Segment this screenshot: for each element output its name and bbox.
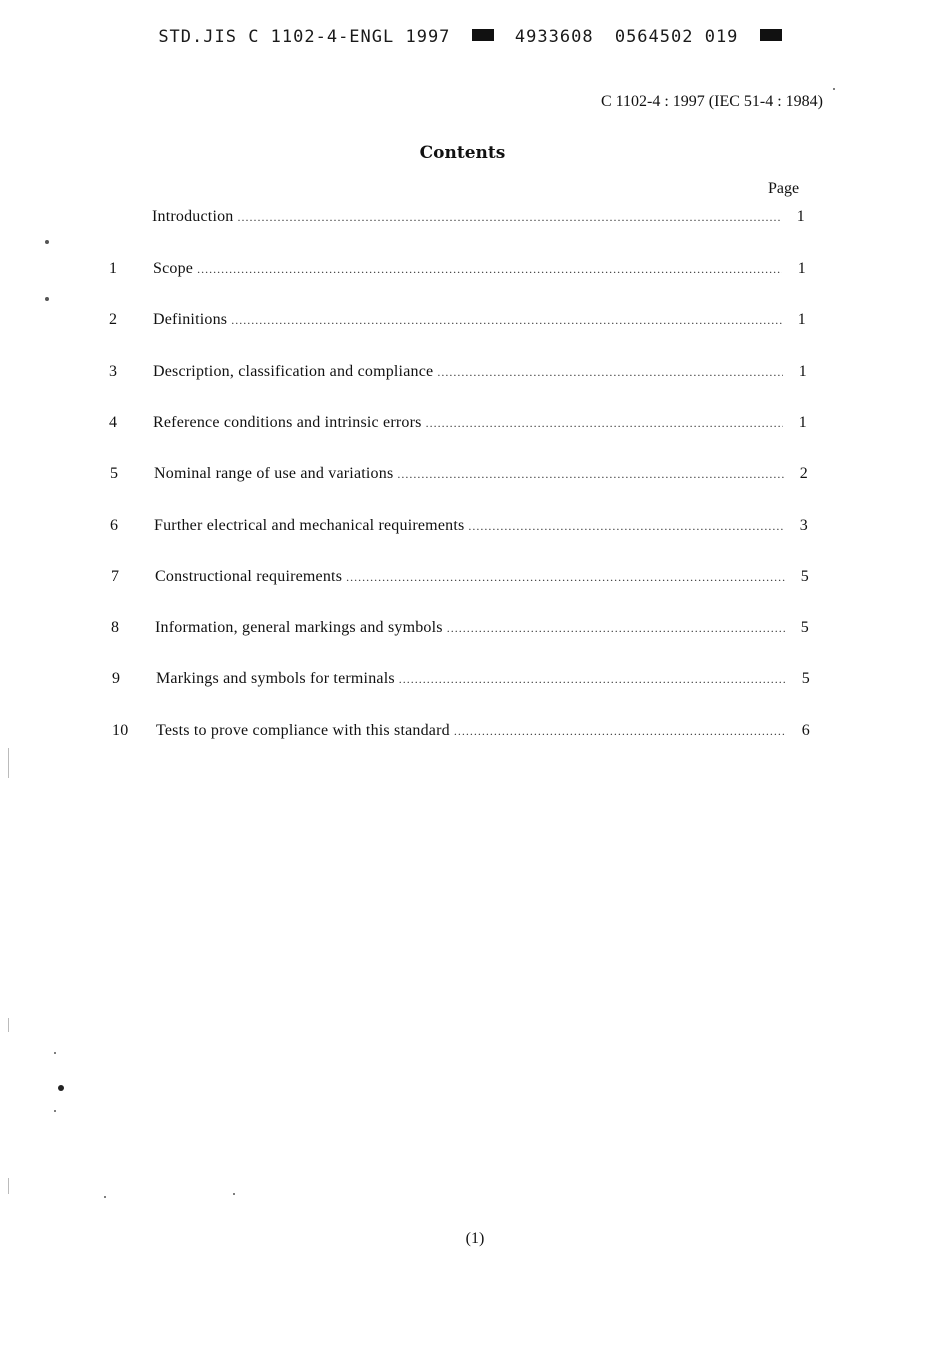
toc-entry (109, 414, 807, 436)
toc-entry-title: Further electrical and mechanical requirements (154, 517, 465, 534)
toc-leader-dots (238, 210, 782, 225)
toc-leader-dots (231, 313, 782, 328)
contents-title: Contents (419, 143, 506, 163)
toc-entry-title: Markings and symbols for terminals (156, 670, 395, 687)
toc-entry-number: 4 (109, 414, 118, 431)
toc-entry-page: 3 (799, 517, 808, 534)
toc-leader-dots (454, 724, 786, 739)
toc-entry-title: Introduction (152, 208, 234, 225)
toc-leader-dots (346, 570, 785, 585)
toc-entry-number: 3 (109, 363, 118, 380)
scan-speck (233, 1193, 235, 1195)
document-identifier: C 1102-4 : 1997 (IEC 51-4 : 1984) (600, 93, 823, 110)
toc-entry-page: 5 (800, 568, 809, 585)
scan-edge-line (8, 1178, 9, 1194)
toc-entry-page: 1 (798, 414, 807, 431)
toc-leader-dots (197, 262, 782, 277)
toc-entry-number: 5 (110, 465, 119, 482)
toc-entry-title: Definitions (153, 311, 228, 328)
toc-entry-title: Nominal range of use and variations (154, 465, 394, 482)
toc-entry (111, 619, 809, 641)
scan-speck (45, 240, 49, 244)
scan-speck (833, 88, 835, 90)
scan-speck (54, 1110, 56, 1112)
toc-entry-number: 8 (111, 619, 120, 636)
page-column-label: Page (768, 180, 800, 197)
scan-speck (54, 1052, 56, 1054)
scan-edge-line (8, 748, 9, 778)
toc-entry-title: Reference conditions and intrinsic errors (153, 414, 422, 431)
footer-page-number: (1) (465, 1230, 485, 1247)
toc-entry-number: 7 (111, 568, 120, 585)
toc-leader-dots (447, 621, 785, 636)
scan-edge-line (8, 1018, 9, 1032)
toc-entry-page: 5 (801, 670, 810, 687)
toc-entry-page: 6 (801, 722, 810, 739)
header-code-right-b: 0564502 019 (614, 27, 739, 47)
scan-speck (58, 1085, 64, 1091)
toc-entry-title: Information, general markings and symbols (155, 619, 443, 636)
header-code-left: STD.JIS C 1102-4-ENGL 1997 (158, 27, 451, 47)
toc-entry (109, 260, 806, 282)
toc-entry-title: Tests to prove compliance with this standard (156, 722, 450, 739)
toc-entry-page: 1 (797, 260, 806, 277)
toc-entry-title: Constructional requirements (155, 568, 343, 585)
header-code-right-a: 4933608 (514, 27, 594, 47)
toc-entry (110, 465, 808, 487)
toc-entry (110, 517, 808, 539)
toc-leader-dots (426, 416, 783, 431)
toc-entry-title: Description, classification and compliance (153, 363, 434, 380)
toc-entry (112, 670, 810, 692)
toc-leader-dots (468, 519, 784, 534)
toc-entry (109, 363, 807, 385)
toc-entry (111, 568, 809, 590)
toc-entry-number: 10 (112, 722, 129, 739)
scan-speck (45, 297, 49, 301)
toc-entry (108, 208, 805, 230)
toc-entry-page: 1 (798, 363, 807, 380)
toc-entry-number: 6 (110, 517, 119, 534)
toc-entry-number: 1 (109, 260, 118, 277)
scan-speck (104, 1196, 106, 1198)
toc-entry-title: Scope (153, 260, 194, 277)
toc-leader-dots (399, 672, 786, 687)
toc-entry (109, 311, 806, 333)
toc-entry-page: 5 (800, 619, 809, 636)
toc-entry-number: 9 (112, 670, 121, 687)
toc-entry-number: 2 (109, 311, 118, 328)
toc-entry-page: 1 (796, 208, 805, 225)
toc-leader-dots (437, 365, 783, 380)
toc-entry-page: 1 (797, 311, 806, 328)
toc-leader-dots (397, 467, 784, 482)
toc-entry-page: 2 (799, 465, 808, 482)
toc-entry (112, 722, 810, 744)
